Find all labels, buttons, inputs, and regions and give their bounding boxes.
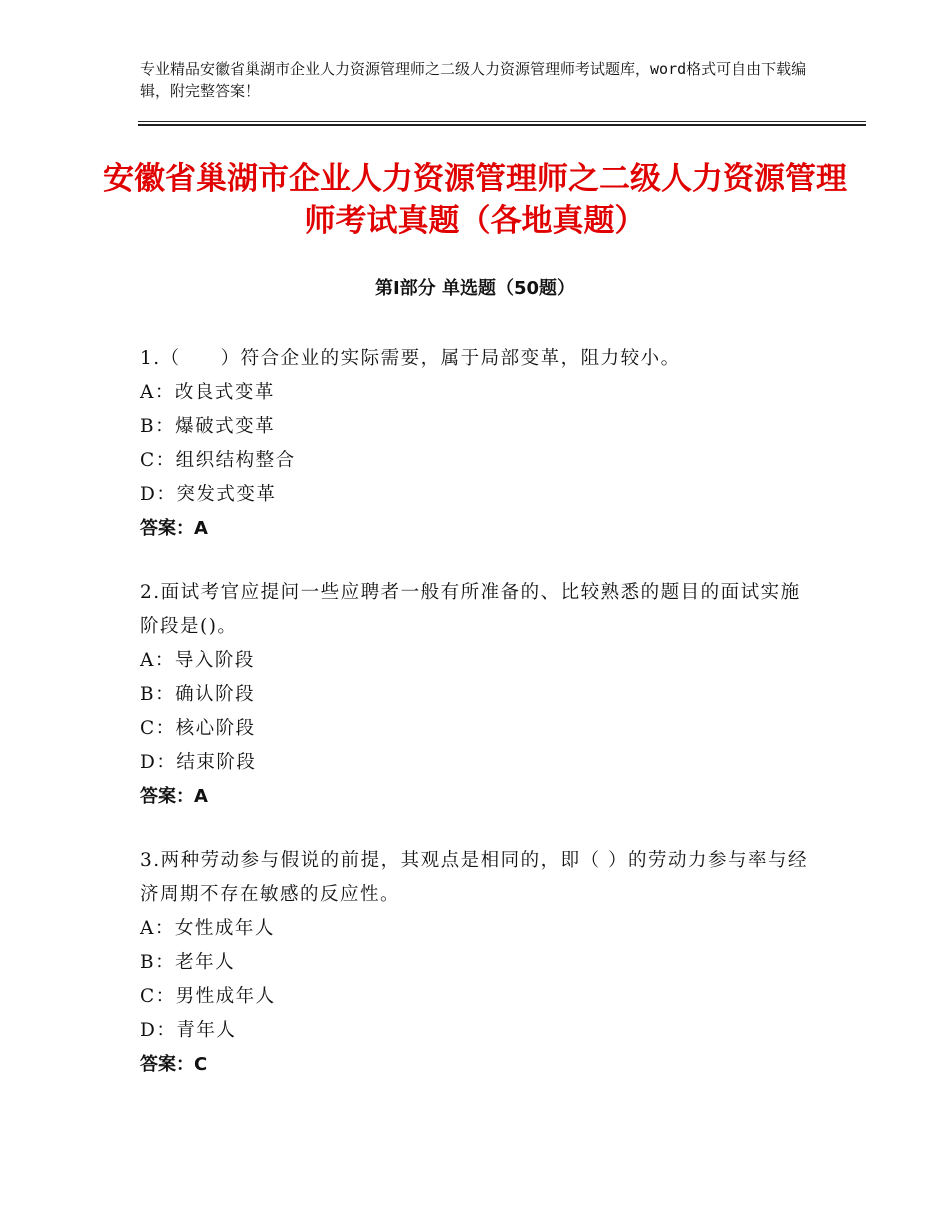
answer-line: 答案：C: [140, 1054, 208, 1075]
section-heading: 第Ⅰ部分 单选题（50题）: [374, 278, 575, 299]
option-c: C：组织结构整合: [140, 450, 296, 471]
header-divider: [138, 121, 866, 126]
option-c: C：核心阶段: [140, 718, 256, 739]
divider-thick-line: [138, 124, 866, 126]
question-2: [140, 576, 820, 814]
question-1: [140, 342, 820, 546]
question-3: [140, 844, 820, 1082]
option-a: A：导入阶段: [140, 650, 255, 671]
answer-line: 答案：A: [140, 786, 208, 807]
document-title: 安徽省巢湖市企业人力资源管理师之二级人力资源管理师考试真题（各地真题）: [103, 161, 847, 239]
option-b: B：确认阶段: [140, 684, 256, 705]
answer-line: 答案：A: [140, 518, 208, 539]
header-note: 专业精品安徽省巢湖市企业人力资源管理师之二级人力资源管理师考试题库，word格式可自由下载编辑，附完整答案！: [140, 60, 807, 100]
option-d: D：结束阶段: [140, 752, 257, 773]
option-a: A：女性成年人: [140, 918, 275, 939]
option-d: D：突发式变革: [140, 484, 277, 505]
option-a: A：改良式变革: [140, 382, 275, 403]
option-d: D：青年人: [140, 1020, 237, 1041]
option-b: B：老年人: [140, 952, 236, 973]
option-b: B：爆破式变革: [140, 416, 276, 437]
question-list: [140, 342, 820, 1112]
question-stem: 3.两种劳动参与假说的前提，其观点是相同的，即（ ）的劳动力参与率与经济周期不存在敏感的反应性。: [140, 850, 809, 905]
question-stem: 2.面试考官应提问一些应聘者一般有所准备的、比较熟悉的题目的面试实施阶段是()。: [140, 582, 801, 637]
question-stem: 1.（ ）符合企业的实际需要，属于局部变革，阻力较小。: [140, 348, 681, 369]
option-c: C：男性成年人: [140, 986, 276, 1007]
divider-thin-line: [138, 121, 866, 122]
